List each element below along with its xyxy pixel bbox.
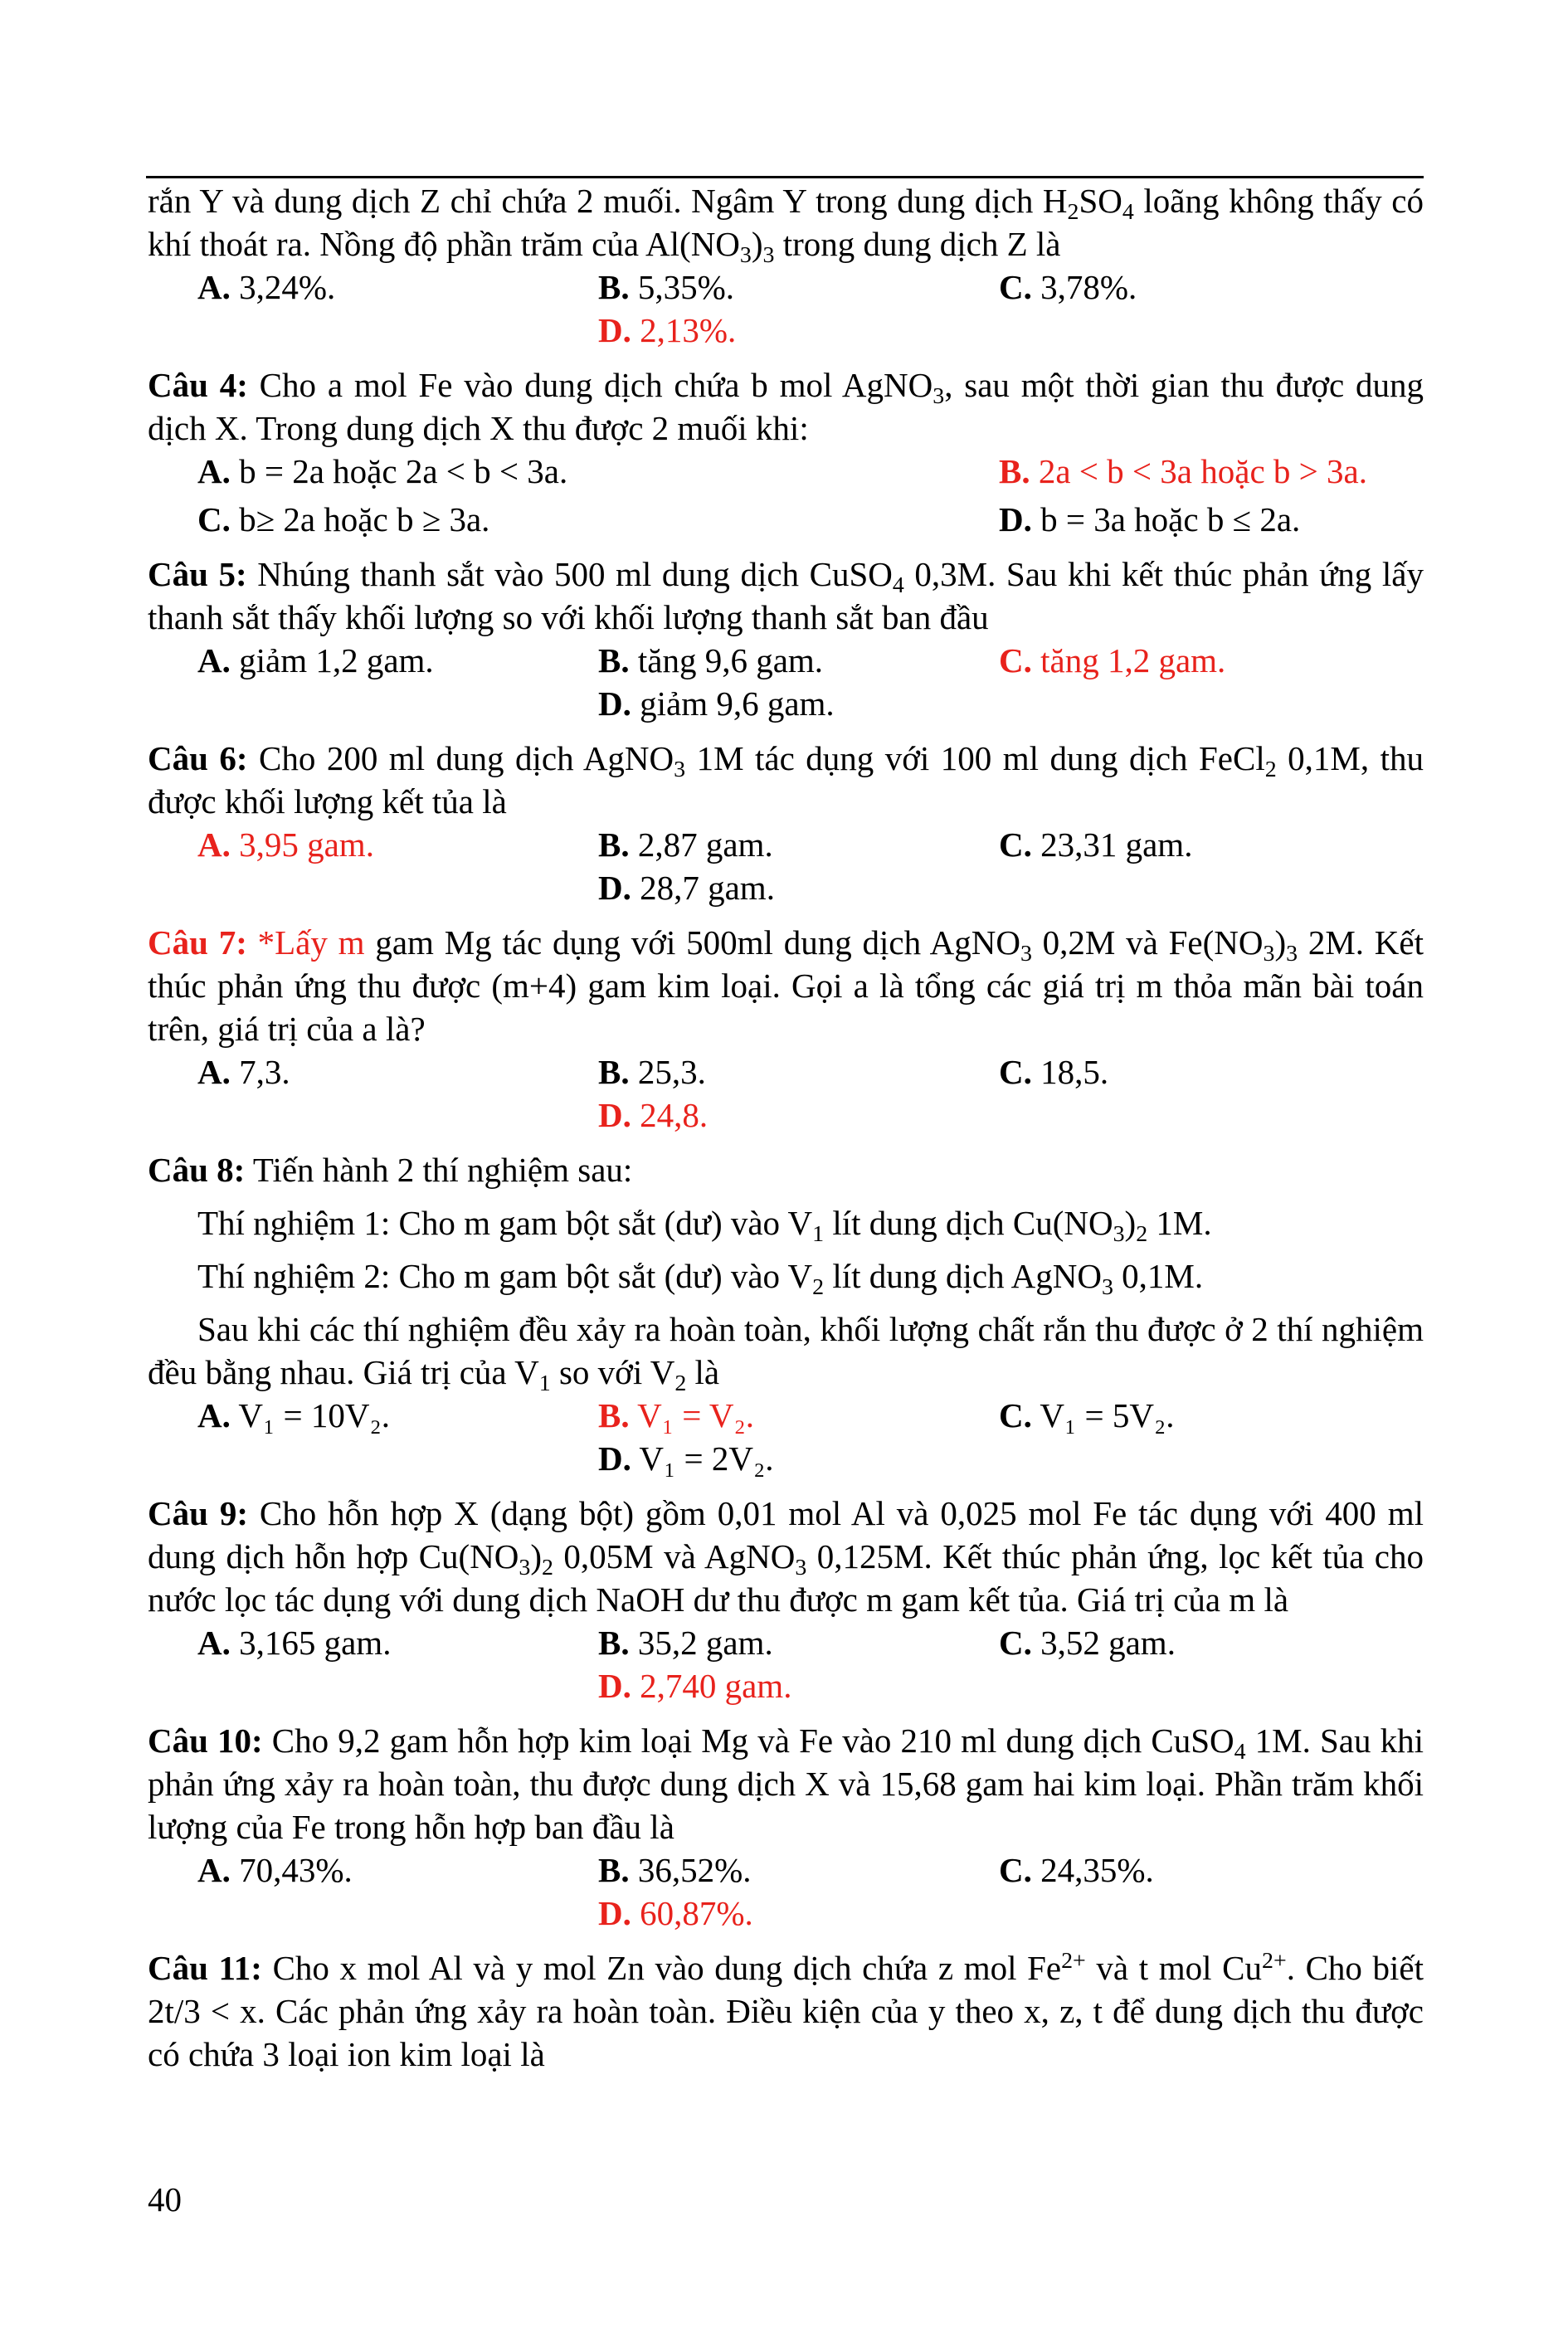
option-b: B. 5,35%.: [598, 268, 735, 306]
option-b: B. tăng 9,6 gam.: [598, 641, 824, 679]
question-5-options: [148, 639, 1424, 725]
option-c: C. V₁ = 5V₂.: [999, 1396, 1175, 1434]
question-6-options: [148, 823, 1424, 909]
option-b-answer: B. V₁ = V₂.: [598, 1396, 755, 1434]
option-a-answer: A. 3,95 gam.: [197, 825, 374, 864]
question-label: Câu 4:: [148, 366, 248, 404]
question-label: Câu 9:: [148, 1494, 248, 1532]
question-6: Câu 6: Cho 200 ml dung dịch AgNO$_3$ 1M tác dụng với 100 ml dung dịch FeCl$_2$ 0,1M, thu được khối lượng kết tủa là: [148, 739, 1424, 821]
page-number: 40: [148, 2180, 182, 2218]
question-11: Câu 11: Cho x mol Al và y mol Zn vào dung dịch chứa z mol $Fe^{2+}$ và t mol $Cu^{2+}$. Cho biết 2t/3 < x. Các phản ứng xảy ra hoàn toàn. Điều kiện của y theo x, z, t để dung dịch thu được có chứa 3 loại ion kim loại là: [148, 1948, 1424, 2073]
option-c: C. 3,52 gam.: [999, 1624, 1176, 1662]
question-4: Câu 4: Cho a mol Fe vào dung dịch chứa b mol AgNO$_3$, sau một thời gian thu được dung dịch X. Trong dung dịch X thu được 2 muối khi:: [148, 366, 1424, 447]
option-a: A. giảm 1,2 gam.: [197, 641, 434, 679]
option-b: B. 2,87 gam.: [598, 825, 773, 864]
option-b-answer: B. 2a < b < 3a hoặc b > 3a.: [999, 452, 1367, 490]
option-a: A. V₁ = 10V₂.: [197, 1396, 391, 1434]
question-4-options: [148, 450, 1424, 541]
option-d-answer: D. 24,8.: [598, 1096, 709, 1134]
header-rule: [146, 176, 1424, 178]
option-d-answer: D. 2,13%.: [598, 311, 737, 349]
option-c-answer: C. tăng 1,2 gam.: [999, 641, 1226, 679]
question-7-options: [148, 1050, 1424, 1137]
option-a: A. 3,165 gam.: [197, 1624, 392, 1662]
option-a: A. 7,3.: [197, 1053, 290, 1091]
experiment-2: Thí nghiệm 2: Cho m gam bột sắt (dư) vào $V_2$ lít dung dịch AgNO$_3$ 0,1M.: [197, 1257, 1204, 1301]
option-d: D. b = 3a hoặc b ≤ 2a.: [999, 500, 1301, 538]
question-9-options: [148, 1621, 1424, 1707]
question-10: Câu 10: Cho 9,2 gam hỗn hợp kim loại Mg và Fe vào 210 ml dung dịch CuSO$_4$ 1M. Sau khi phản ứng xảy ra hoàn toàn, thu được dung dịch X và 15,68 gam hai kim loại. Phần trăm khối lượng của Fe trong hỗn hợp ban đầu là: [148, 1721, 1424, 1846]
option-c: C. b≥ 2a hoặc b ≥ 3a.: [197, 500, 490, 538]
question-label: Câu 7:: [148, 923, 247, 962]
option-c: C. 18,5.: [999, 1053, 1109, 1091]
option-a: A. 70,43%.: [197, 1851, 353, 1889]
option-b: B. 35,2 gam.: [598, 1624, 773, 1662]
intro-options: [148, 265, 1424, 352]
question-7: Câu 7: *Lấy m gam Mg tác dụng với 500ml dung dịch AgNO$_3$ 0,2M và $Fe(NO_3)_3$ 2M. Kết thúc phản ứng thu được (m+4) gam kim loại. Gọi a là tổng các giá trị m thỏa mãn bài toán trên, giá trị của a là?: [148, 923, 1424, 1048]
option-d-answer: D. 2,740 gam.: [598, 1667, 792, 1705]
question-10-options: [148, 1848, 1424, 1935]
question-8-options: [148, 1394, 1424, 1480]
question-9: Câu 9: Cho hỗn hợp X (dạng bột) gồm 0,01 mol Al và 0,025 mol Fe tác dụng với 400 ml dung dịch hỗn hợp $Cu(NO_3)_2$ 0,05M và AgNO$_3$ 0,125M. Kết thúc phản ứng, lọc kết tủa cho nước lọc tác dụng với dung dịch NaOH dư thu được m gam kết tủa. Giá trị của m là: [148, 1494, 1424, 1619]
option-c: C. 3,78%.: [999, 268, 1137, 306]
option-a: A. b = 2a hoặc 2a < b < 3a.: [197, 452, 568, 490]
question-label: Câu 11:: [148, 1949, 262, 1987]
question-label: Câu 8:: [148, 1151, 246, 1189]
document-body: [148, 179, 1424, 2076]
option-d-answer: D. 60,87%.: [598, 1894, 753, 1932]
question-label: Câu 5:: [148, 555, 247, 593]
question-5: Câu 5: Nhúng thanh sắt vào 500 ml dung dịch CuSO$_4$ 0,3M. Sau khi kết thúc phản ứng lấy thanh sắt thấy khối lượng so với khối lượng thanh sắt ban đầu: [148, 555, 1424, 636]
option-a: A. 3,24%.: [197, 268, 336, 306]
option-d: D. V₁ = 2V₂.: [598, 1439, 774, 1478]
question-label: Câu 10:: [148, 1721, 263, 1760]
intro-question-text: rắn Y và dung dịch Z chỉ chứa 2 muối. Ngâm Y trong dung dịch $H_2SO_4$ loãng không thấy có khí thoát ra. Nồng độ phần trăm của $Al(NO_3)_3$ trong dung dịch Z là: [148, 182, 1424, 269]
option-c: C. 23,31 gam.: [999, 825, 1193, 864]
option-b: B. 25,3.: [598, 1053, 706, 1091]
question-label: Câu 6:: [148, 739, 248, 777]
question-8: Câu 8: Tiến hành 2 thí nghiệm sau:: [148, 1151, 633, 1189]
option-d: D. giảm 9,6 gam.: [598, 684, 835, 723]
option-b: B. 36,52%.: [598, 1851, 752, 1889]
experiment-1: Thí nghiệm 1: Cho m gam bột sắt (dư) vào $V_1$ lít dung dịch $Cu(NO_3)_2$ 1M.: [197, 1204, 1212, 1248]
option-c: C. 24,35%.: [999, 1851, 1154, 1889]
question-8-statement: Sau khi các thí nghiệm đều xảy ra hoàn toàn, khối lượng chất rắn thu được ở 2 thí nghiệm đều bằng nhau. Giá trị của $V_1$ so với $V_2$ là: [148, 1310, 1424, 1397]
option-d: D. 28,7 gam.: [598, 869, 775, 907]
